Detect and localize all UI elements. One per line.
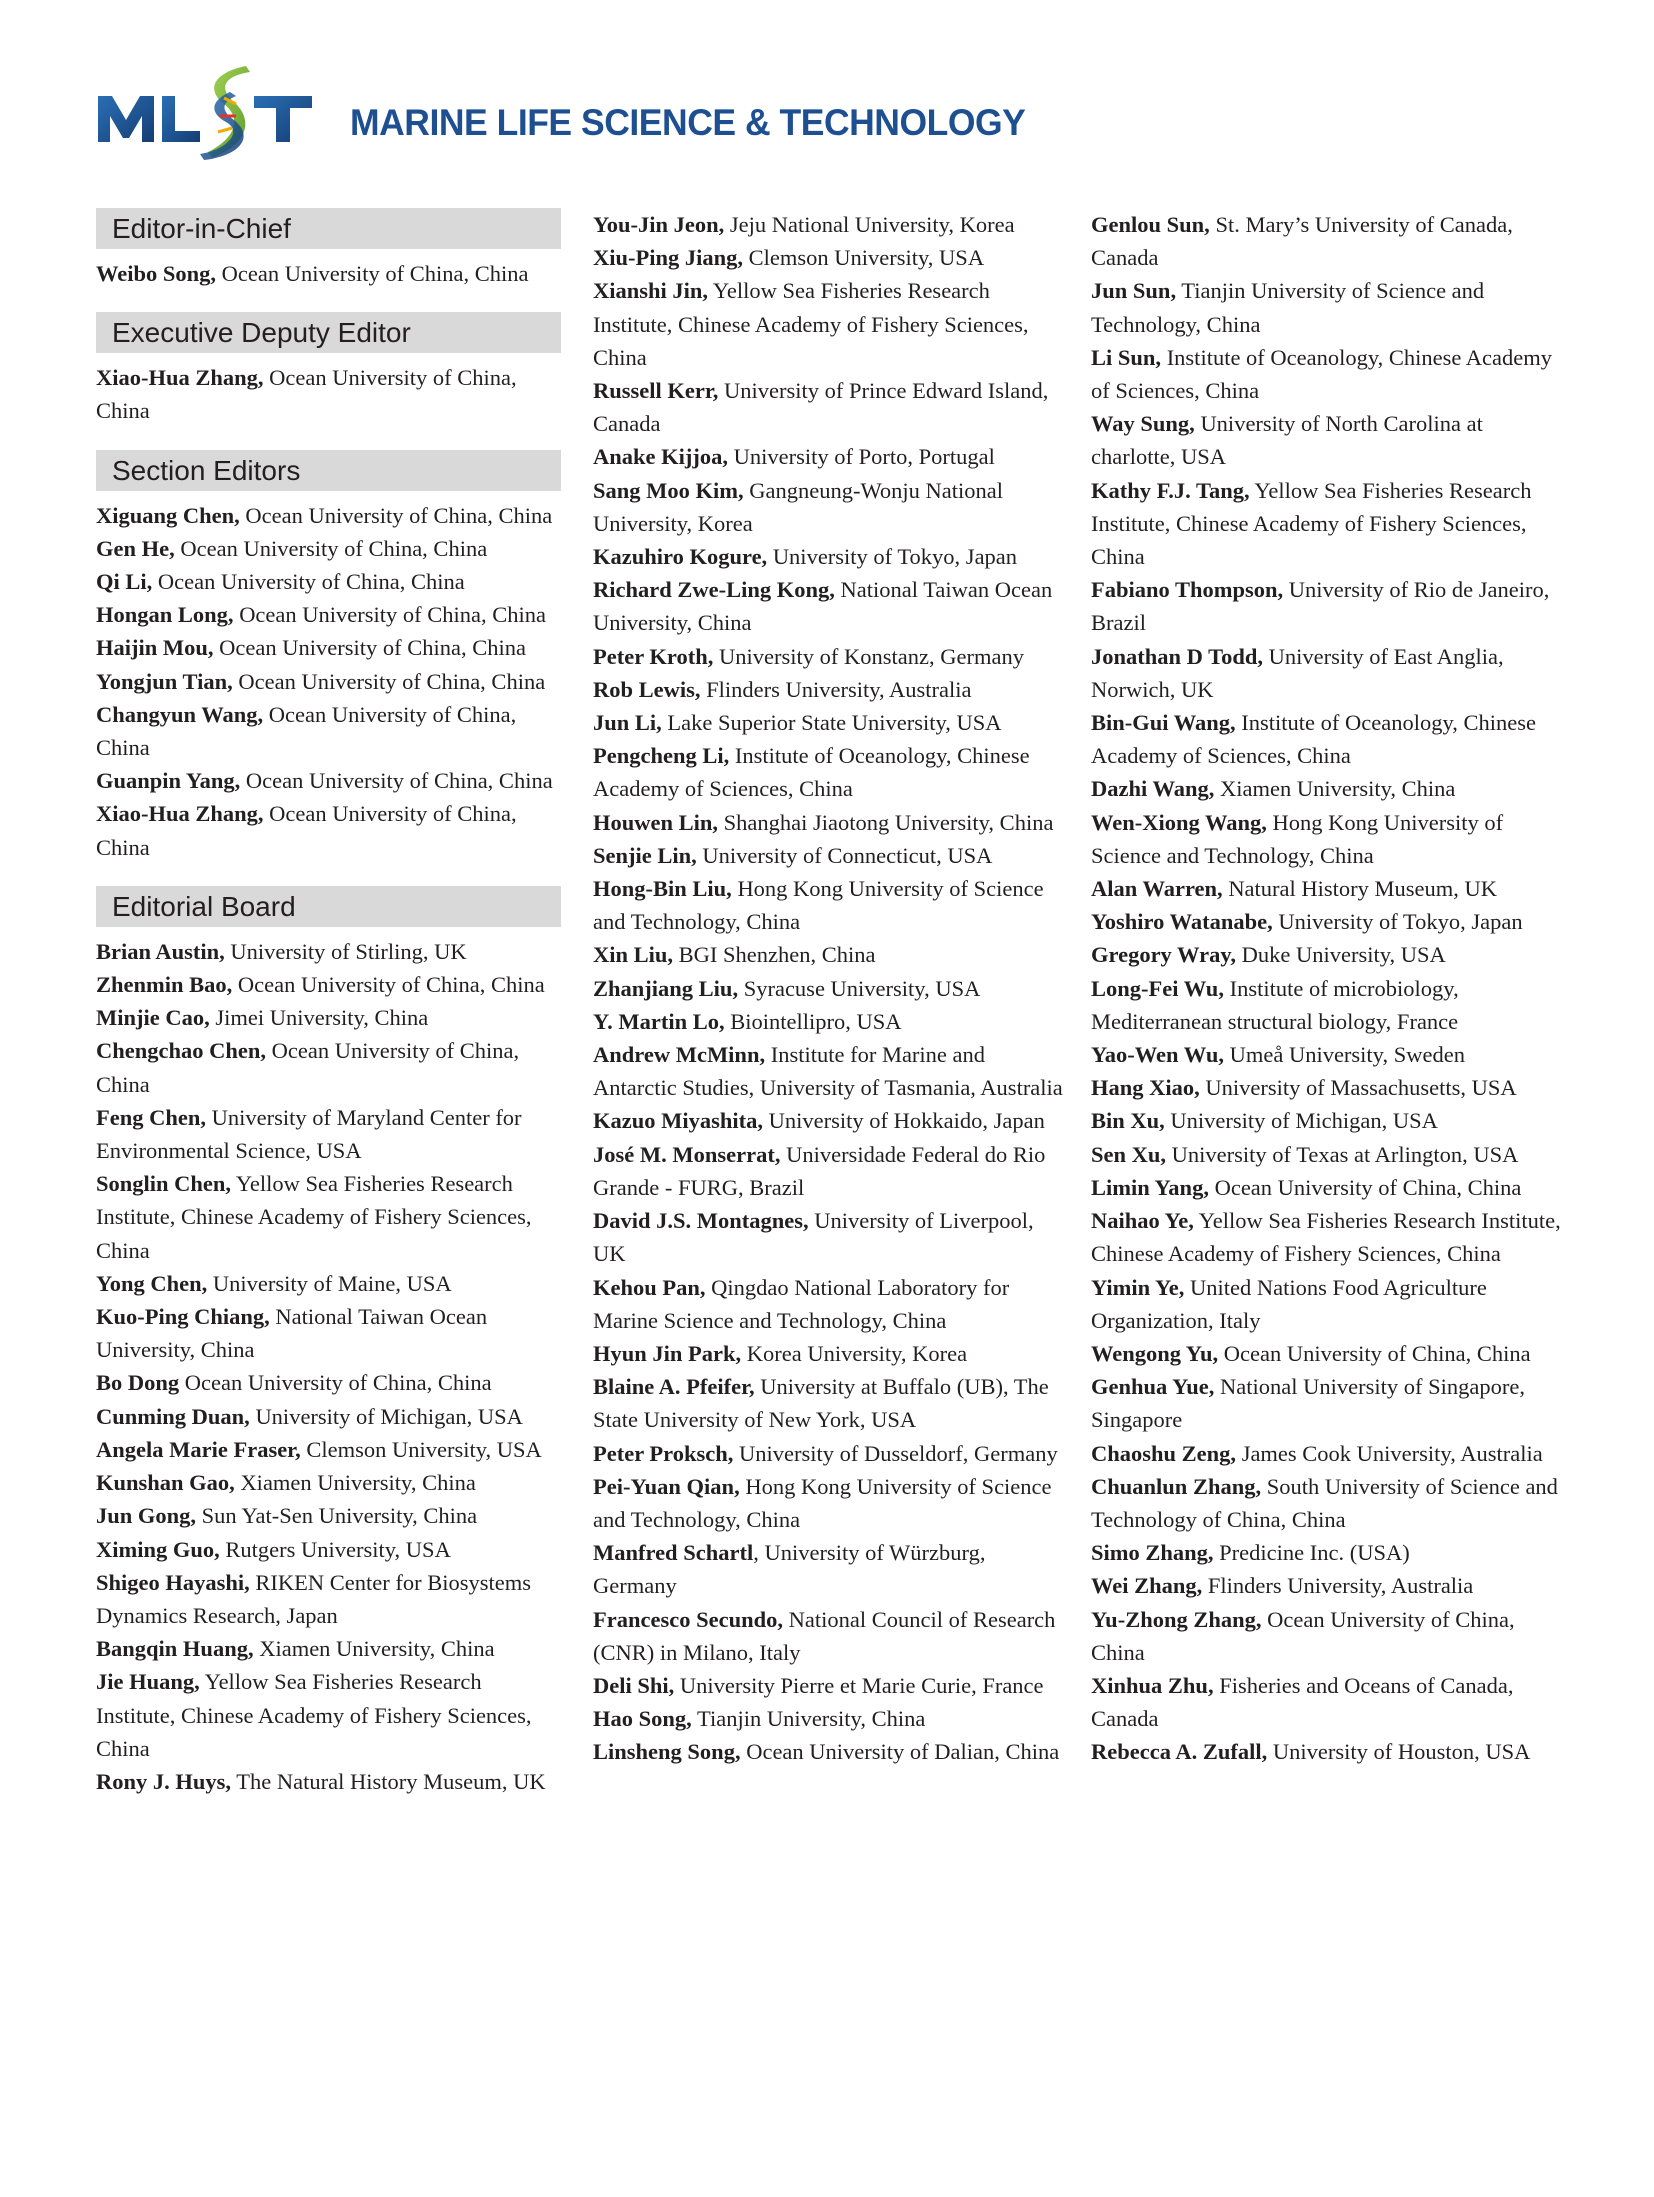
member-entry bbox=[593, 839, 1073, 872]
member-entry bbox=[593, 640, 1073, 673]
member-affiliation: Ocean University of China, China bbox=[213, 635, 526, 661]
member-affiliation: Duke University, USA bbox=[1236, 942, 1446, 968]
member-name: Shigeo Hayashi, bbox=[96, 1569, 250, 1595]
member-name: Minjie Cao, bbox=[96, 1005, 210, 1031]
member-entry bbox=[1091, 640, 1571, 706]
member-affiliation: , University of Würzburg, Germany bbox=[593, 1540, 986, 1599]
member-affiliation: Ocean University of China, China bbox=[232, 972, 545, 998]
member-entry bbox=[1091, 573, 1571, 639]
member-name: Houwen Lin, bbox=[593, 809, 719, 835]
member-affiliation: Ocean University of China, China bbox=[96, 701, 517, 761]
member-entry bbox=[593, 938, 1073, 971]
member-affiliation: Tianjin University, China bbox=[691, 1706, 926, 1732]
member-name: Pei-Yuan Qian, bbox=[593, 1473, 740, 1499]
member-affiliation: The Natural History Museum, UK bbox=[231, 1768, 546, 1794]
member-affiliation: Rutgers University, USA bbox=[219, 1536, 451, 1562]
member-affiliation: Ocean University of China, China bbox=[96, 801, 517, 860]
column-right bbox=[1091, 208, 1571, 1769]
member-entry bbox=[593, 1370, 1073, 1436]
member-affiliation: Clemson University, USA bbox=[300, 1436, 542, 1462]
member-name: Bo Dong bbox=[96, 1370, 180, 1396]
member-affiliation: University of East Anglia, Norwich, UK bbox=[1091, 643, 1504, 702]
section-heading-section-editors: Section Editors bbox=[96, 450, 561, 491]
member-name: Bin Xu, bbox=[1091, 1108, 1165, 1134]
member-entry bbox=[1091, 972, 1571, 1038]
member-name: Xinhua Zhu, bbox=[1091, 1672, 1214, 1698]
member-affiliation: Xiamen University, China bbox=[1214, 776, 1456, 802]
member-affiliation: Sun Yat-Sen University, China bbox=[196, 1503, 478, 1529]
member-name: Genlou Sun, bbox=[1091, 212, 1210, 237]
member-name: Jun Gong, bbox=[96, 1503, 197, 1529]
member-affiliation: University of Stirling, UK bbox=[224, 938, 467, 964]
member-entry bbox=[593, 1038, 1073, 1104]
member-affiliation: Umeå University, Sweden bbox=[1223, 1042, 1465, 1068]
member-affiliation: Shanghai Jiaotong University, China bbox=[718, 809, 1054, 835]
member-name: Brian Austin, bbox=[96, 938, 225, 964]
member-affiliation: University of Michigan, USA bbox=[249, 1403, 523, 1429]
member-name: Kehou Pan, bbox=[593, 1274, 706, 1300]
member-entry bbox=[593, 1138, 1073, 1204]
member-name: Weibo Song, bbox=[96, 261, 217, 286]
member-entry bbox=[96, 1034, 561, 1100]
member-entry bbox=[593, 872, 1073, 938]
member-affiliation: Yellow Sea Fisheries Research Institute, Chinese Academy of Fishery Sciences, China bbox=[1091, 1208, 1561, 1267]
member-name: Linsheng Song, bbox=[593, 1739, 741, 1765]
member-name: Sang Moo Kim, bbox=[593, 477, 744, 503]
member-name: Jonathan D Todd, bbox=[1091, 643, 1263, 669]
member-entry bbox=[96, 1632, 561, 1665]
member-affiliation: James Cook University, Australia bbox=[1236, 1440, 1543, 1466]
member-affiliation: National Council of Research (CNR) in Milano, Italy bbox=[593, 1606, 1056, 1665]
member-affiliation: South University of Science and Technology of China, China bbox=[1091, 1473, 1558, 1532]
member-entry bbox=[96, 1765, 561, 1798]
member-name: Xiu-Ping Jiang, bbox=[593, 245, 744, 271]
member-affiliation: Yellow Sea Fisheries Research Institute, Chinese Academy of Fishery Sciences, China bbox=[96, 1669, 532, 1761]
member-name: Kazuo Miyashita, bbox=[593, 1108, 764, 1134]
member-entry bbox=[593, 374, 1073, 440]
member-name: Yimin Ye, bbox=[1091, 1274, 1185, 1300]
member-name: Blaine A. Pfeifer, bbox=[593, 1374, 755, 1400]
member-affiliation: University of Houston, USA bbox=[1267, 1739, 1531, 1765]
member-entry bbox=[96, 1101, 561, 1167]
member-name: Changyun Wang, bbox=[96, 701, 264, 727]
member-entry bbox=[1091, 1104, 1571, 1137]
member-affiliation: Qingdao National Laboratory for Marine Science and Technology, China bbox=[593, 1274, 1010, 1333]
member-name: Bangqin Huang, bbox=[96, 1636, 254, 1662]
member-affiliation: University of Massachusetts, USA bbox=[1199, 1075, 1517, 1101]
member-name: Rob Lewis, bbox=[593, 676, 701, 702]
member-affiliation: Ocean University of China, China bbox=[216, 261, 529, 286]
member-name: Yu-Zhong Zhang, bbox=[1091, 1606, 1262, 1632]
member-name: Pengcheng Li, bbox=[593, 743, 730, 769]
member-affiliation: Hong Kong University of Science and Technology, China bbox=[593, 1473, 1052, 1532]
member-name: Xiao-Hua Zhang, bbox=[96, 801, 264, 827]
member-name: Chaoshu Zeng, bbox=[1091, 1440, 1237, 1466]
member-entry bbox=[1091, 1669, 1571, 1735]
member-name: Hyun Jin Park, bbox=[593, 1340, 742, 1366]
member-affiliation: Hong Kong University of Science and Technology, China bbox=[593, 876, 1044, 935]
member-name: Deli Shi, bbox=[593, 1672, 675, 1698]
member-name: Qi Li, bbox=[96, 569, 153, 595]
section-heading-editorial-board: Editorial Board bbox=[96, 886, 561, 927]
member-entry bbox=[96, 361, 561, 427]
member-entry bbox=[1091, 1437, 1571, 1470]
member-name: Hongan Long, bbox=[96, 602, 234, 628]
member-name: Kunshan Gao, bbox=[96, 1470, 235, 1496]
member-affiliation: Ocean University of China, China bbox=[96, 1038, 520, 1097]
member-affiliation: Korea University, Korea bbox=[741, 1340, 968, 1366]
member-affiliation: Ocean University of China, China bbox=[1208, 1174, 1522, 1200]
member-affiliation: Universidade Federal do Rio Grande - FURG, Brazil bbox=[593, 1141, 1046, 1200]
member-entry bbox=[593, 274, 1073, 374]
member-entry bbox=[1091, 1271, 1571, 1337]
column-middle bbox=[593, 208, 1073, 1769]
member-affiliation: Ocean University of China, China bbox=[240, 768, 553, 794]
member-name: Feng Chen, bbox=[96, 1104, 207, 1130]
member-entry bbox=[1091, 1038, 1571, 1071]
member-entry bbox=[96, 499, 561, 532]
member-affiliation: Flinders University, Australia bbox=[700, 676, 972, 702]
member-name: Xianshi Jin, bbox=[593, 278, 709, 304]
member-affiliation: Yellow Sea Fisheries Research Institute, Chinese Academy of Fishery Sciences, China bbox=[593, 278, 1029, 370]
member-name: Xiguang Chen, bbox=[96, 502, 240, 528]
member-entry bbox=[1091, 706, 1571, 772]
member-entry bbox=[96, 1366, 561, 1399]
member-affiliation: Institute of microbiology, Mediterranean structural biology, France bbox=[1091, 975, 1459, 1034]
member-entry bbox=[1091, 1138, 1571, 1171]
member-name: Kazuhiro Kogure, bbox=[593, 544, 768, 570]
member-name: Genhua Yue, bbox=[1091, 1374, 1215, 1400]
member-name: Xin Liu, bbox=[593, 942, 674, 968]
member-name: Angela Marie Fraser, bbox=[96, 1436, 301, 1462]
member-name: Richard Zwe-Ling Kong, bbox=[593, 577, 835, 603]
section-editors-list bbox=[96, 499, 561, 864]
member-affiliation: University of Maine, USA bbox=[207, 1270, 452, 1296]
member-name: Alan Warren, bbox=[1091, 876, 1223, 902]
member-affiliation: Jimei University, China bbox=[209, 1005, 429, 1031]
member-affiliation: University of Prince Edward Island, Canada bbox=[593, 378, 1049, 437]
member-name: Jun Li, bbox=[593, 710, 662, 736]
member-name: Zhanjiang Liu, bbox=[593, 975, 739, 1001]
member-entry bbox=[593, 440, 1073, 473]
member-affiliation: Natural History Museum, UK bbox=[1222, 876, 1498, 902]
member-name: Dazhi Wang, bbox=[1091, 776, 1215, 802]
member-entry bbox=[593, 1005, 1073, 1038]
member-affiliation: RIKEN Center for Biosystems Dynamics Research, Japan bbox=[96, 1569, 532, 1628]
member-name: David J.S. Montagnes, bbox=[593, 1208, 809, 1234]
member-affiliation: National University of Singapore, Singapore bbox=[1091, 1374, 1525, 1433]
member-name: Peter Kroth, bbox=[593, 643, 714, 669]
member-affiliation: University of North Carolina at charlotte, USA bbox=[1091, 411, 1483, 470]
editor-in-chief-list bbox=[96, 257, 561, 290]
member-name: Andrew McMinn, bbox=[593, 1042, 766, 1068]
member-entry bbox=[1091, 1536, 1571, 1569]
member-affiliation: Lake Superior State University, USA bbox=[661, 710, 1002, 736]
member-affiliation: Ocean University of China, China bbox=[232, 668, 546, 694]
member-affiliation: Ocean University of China, China bbox=[174, 535, 488, 561]
member-entry bbox=[96, 1433, 561, 1466]
member-entry bbox=[593, 474, 1073, 540]
member-entry bbox=[1091, 208, 1571, 274]
page-header bbox=[96, 58, 1096, 168]
member-affiliation: University of Tokyo, Japan bbox=[767, 544, 1018, 570]
member-entry bbox=[96, 1001, 561, 1034]
member-name: Yoshiro Watanabe, bbox=[1091, 909, 1273, 935]
member-name: You-Jin Jeon, bbox=[593, 212, 725, 237]
member-entry bbox=[96, 1665, 561, 1765]
member-name: Kuo-Ping Chiang, bbox=[96, 1304, 270, 1330]
member-name: Senjie Lin, bbox=[593, 842, 697, 868]
member-affiliation: University of Hokkaido, Japan bbox=[763, 1108, 1045, 1134]
member-entry bbox=[1091, 341, 1571, 407]
member-entry bbox=[593, 1337, 1073, 1370]
member-affiliation: Jeju National University, Korea bbox=[724, 212, 1015, 237]
member-name: Gregory Wray, bbox=[1091, 942, 1236, 968]
member-name: Cunming Duan, bbox=[96, 1403, 250, 1429]
member-entry bbox=[96, 1400, 561, 1433]
member-affiliation: Institute of Oceanology, Chinese Academy of Sciences, China bbox=[593, 743, 1030, 802]
member-entry bbox=[593, 1603, 1073, 1669]
member-name: Way Sung, bbox=[1091, 411, 1195, 437]
member-name: Kathy F.J. Tang, bbox=[1091, 477, 1250, 503]
column-left bbox=[96, 208, 561, 1798]
member-entry bbox=[96, 1533, 561, 1566]
member-affiliation: Ocean University of China, China bbox=[152, 569, 465, 595]
member-affiliation: Predicine Inc. (USA) bbox=[1213, 1540, 1410, 1566]
member-entry bbox=[96, 598, 561, 631]
member-affiliation: Ocean University of China, China bbox=[239, 502, 553, 528]
member-entry bbox=[593, 1735, 1073, 1768]
member-entry bbox=[593, 739, 1073, 805]
member-affiliation: University of Tokyo, Japan bbox=[1272, 909, 1523, 935]
member-name: Bin-Gui Wang, bbox=[1091, 710, 1236, 736]
member-entry bbox=[593, 806, 1073, 839]
member-name: Hong-Bin Liu, bbox=[593, 876, 732, 902]
member-name: Long-Fei Wu, bbox=[1091, 975, 1224, 1001]
member-affiliation: Flinders University, Australia bbox=[1202, 1573, 1474, 1599]
member-entry bbox=[593, 1437, 1073, 1470]
member-name: Fabiano Thompson, bbox=[1091, 577, 1284, 603]
member-affiliation: Clemson University, USA bbox=[743, 245, 985, 271]
member-name: Jie Huang, bbox=[96, 1669, 200, 1695]
member-entry bbox=[1091, 1370, 1571, 1436]
section-heading-executive-deputy-editor: Executive Deputy Editor bbox=[96, 312, 561, 353]
member-affiliation: University at Buffalo (UB), The State University of New York, USA bbox=[593, 1374, 1049, 1433]
mlst-logo bbox=[96, 58, 316, 168]
member-name: Jun Sun, bbox=[1091, 278, 1177, 304]
member-affiliation: Ocean University of China, China bbox=[96, 365, 517, 424]
member-affiliation: Ocean University of China, China bbox=[179, 1370, 492, 1396]
member-name: Wen-Xiong Wang, bbox=[1091, 809, 1267, 835]
member-name: José M. Monserrat, bbox=[593, 1141, 781, 1167]
member-entry bbox=[593, 1702, 1073, 1735]
member-entry bbox=[96, 1566, 561, 1632]
member-affiliation: University of Texas at Arlington, USA bbox=[1166, 1141, 1519, 1167]
member-affiliation: University of Maryland Center for Environmental Science, USA bbox=[96, 1104, 522, 1164]
member-entry bbox=[1091, 772, 1571, 805]
member-affiliation: Gangneung-Wonju National University, Korea bbox=[593, 477, 1004, 536]
member-entry bbox=[96, 665, 561, 698]
member-affiliation: Ocean University of China, China bbox=[233, 602, 546, 628]
member-affiliation: Yellow Sea Fisheries Research Institute, Chinese Academy of Fishery Sciences, China bbox=[1091, 477, 1532, 570]
member-entry bbox=[1091, 1337, 1571, 1370]
member-affiliation: Xiamen University, China bbox=[253, 1636, 495, 1662]
member-entry bbox=[1091, 1735, 1571, 1768]
journal-title: MARINE LIFE SCIENCE & TECHNOLOGY bbox=[350, 102, 1026, 143]
member-name: Russell Kerr, bbox=[593, 378, 719, 404]
member-entry bbox=[96, 565, 561, 598]
member-affiliation: University Pierre et Marie Curie, France bbox=[674, 1672, 1044, 1698]
member-entry bbox=[96, 1167, 561, 1267]
member-affiliation: National Taiwan Ocean University, China bbox=[593, 577, 1053, 636]
member-entry bbox=[1091, 1204, 1571, 1270]
member-name: Rony J. Huys, bbox=[96, 1768, 232, 1794]
member-entry bbox=[1091, 1470, 1571, 1536]
editorial-board-list-col1 bbox=[96, 935, 561, 1798]
member-affiliation: Syracuse University, USA bbox=[738, 975, 981, 1001]
member-name: Xiao-Hua Zhang, bbox=[96, 365, 264, 391]
member-entry bbox=[593, 1470, 1073, 1536]
member-entry bbox=[1091, 474, 1571, 574]
member-name: Haijin Mou, bbox=[96, 635, 214, 661]
member-name: Chuanlun Zhang, bbox=[1091, 1473, 1262, 1499]
member-name: Ximing Guo, bbox=[96, 1536, 220, 1562]
member-affiliation: University of Dusseldorf, Germany bbox=[733, 1440, 1058, 1466]
member-entry bbox=[1091, 1171, 1571, 1204]
member-affiliation: University of Konstanz, Germany bbox=[713, 643, 1024, 669]
member-entry bbox=[96, 1267, 561, 1300]
member-name: Gen He, bbox=[96, 535, 175, 561]
member-name: Guanpin Yang, bbox=[96, 768, 241, 794]
member-entry bbox=[96, 797, 561, 863]
member-entry bbox=[593, 540, 1073, 573]
member-entry bbox=[96, 968, 561, 1001]
member-name: Chengchao Chen, bbox=[96, 1038, 267, 1064]
member-affiliation: Institute for Marine and Antarctic Studies, University of Tasmania, Australia bbox=[593, 1042, 1063, 1101]
member-name: Yong Chen, bbox=[96, 1270, 208, 1296]
member-name: Zhenmin Bao, bbox=[96, 972, 233, 998]
member-entry bbox=[593, 972, 1073, 1005]
member-entry bbox=[593, 1104, 1073, 1137]
member-entry bbox=[1091, 1603, 1571, 1669]
member-entry bbox=[593, 1271, 1073, 1337]
member-entry bbox=[96, 1466, 561, 1499]
member-affiliation: Ocean University of China, China bbox=[1218, 1340, 1531, 1366]
member-affiliation: Fisheries and Oceans of Canada, Canada bbox=[1091, 1672, 1514, 1732]
member-name: Wei Zhang, bbox=[1091, 1573, 1203, 1599]
member-name: Songlin Chen, bbox=[96, 1171, 232, 1197]
member-name: Yongjun Tian, bbox=[96, 668, 233, 694]
member-entry bbox=[96, 257, 561, 290]
executive-deputy-editor-list bbox=[96, 361, 561, 427]
member-entry bbox=[1091, 905, 1571, 938]
member-name: Wengong Yu, bbox=[1091, 1340, 1219, 1366]
member-entry bbox=[96, 1300, 561, 1366]
member-affiliation: Biointellipro, USA bbox=[724, 1008, 902, 1034]
member-affiliation: Institute of Oceanology, Chinese Academy of Sciences, China bbox=[1091, 710, 1537, 769]
member-entry bbox=[96, 631, 561, 664]
member-entry bbox=[593, 208, 1073, 241]
member-name: Anake Kijjoa, bbox=[593, 444, 728, 470]
member-name: Naihao Ye, bbox=[1091, 1208, 1194, 1234]
member-name: Simo Zhang, bbox=[1091, 1540, 1214, 1566]
member-entry bbox=[1091, 1569, 1571, 1602]
member-entry bbox=[593, 1669, 1073, 1702]
member-entry bbox=[96, 532, 561, 565]
member-entry bbox=[96, 935, 561, 968]
member-entry bbox=[1091, 872, 1571, 905]
member-entry bbox=[1091, 806, 1571, 872]
member-affiliation: University of Liverpool, UK bbox=[593, 1208, 1034, 1267]
member-name: Yao-Wen Wu, bbox=[1091, 1042, 1224, 1068]
member-affiliation: Institute of Oceanology, Chinese Academy of Sciences, China bbox=[1091, 344, 1552, 404]
member-name: Manfred Schartl bbox=[593, 1540, 754, 1566]
member-entry bbox=[96, 1499, 561, 1532]
member-affiliation: National Taiwan Ocean University, China bbox=[96, 1304, 488, 1363]
member-affiliation: Hong Kong University of Science and Technology, China bbox=[1091, 809, 1504, 868]
member-entry bbox=[1091, 1071, 1571, 1104]
member-name: Limin Yang, bbox=[1091, 1174, 1209, 1200]
member-affiliation: University of Rio de Janeiro, Brazil bbox=[1091, 577, 1550, 636]
member-entry bbox=[593, 1204, 1073, 1270]
member-name: Li Sun, bbox=[1091, 344, 1162, 370]
member-affiliation: United Nations Food Agriculture Organization, Italy bbox=[1091, 1274, 1487, 1333]
member-entry bbox=[96, 764, 561, 797]
member-entry bbox=[96, 698, 561, 764]
member-affiliation: BGI Shenzhen, China bbox=[673, 942, 876, 968]
member-affiliation: Xiamen University, China bbox=[234, 1470, 476, 1496]
member-entry bbox=[593, 573, 1073, 639]
member-name: Hao Song, bbox=[593, 1706, 692, 1732]
member-affiliation: University of Michigan, USA bbox=[1164, 1108, 1438, 1134]
member-entry bbox=[593, 706, 1073, 739]
editorial-board-list-col3 bbox=[1091, 208, 1571, 1769]
member-entry bbox=[1091, 938, 1571, 971]
member-entry bbox=[1091, 407, 1571, 473]
member-affiliation: University of Connecticut, USA bbox=[696, 842, 993, 868]
member-entry bbox=[593, 1536, 1073, 1602]
member-affiliation: Ocean University of China, China bbox=[1091, 1606, 1515, 1665]
member-affiliation: University of Porto, Portugal bbox=[728, 444, 995, 470]
section-heading-editor-in-chief: Editor-in-Chief bbox=[96, 208, 561, 249]
member-entry bbox=[593, 673, 1073, 706]
member-affiliation: Tianjin University of Science and Technology, China bbox=[1091, 278, 1485, 337]
member-name: Francesco Secundo, bbox=[593, 1606, 783, 1632]
member-name: Sen Xu, bbox=[1091, 1141, 1167, 1167]
member-name: Y. Martin Lo, bbox=[593, 1008, 725, 1034]
member-affiliation: Ocean University of Dalian, China bbox=[740, 1739, 1060, 1765]
member-affiliation: St. Mary’s University of Canada, Canada bbox=[1091, 212, 1513, 271]
member-name: Peter Proksch, bbox=[593, 1440, 734, 1466]
member-name: Rebecca A. Zufall, bbox=[1091, 1739, 1268, 1765]
editorial-board-list-col2 bbox=[593, 208, 1073, 1769]
member-name: Hang Xiao, bbox=[1091, 1075, 1200, 1101]
member-entry bbox=[1091, 274, 1571, 340]
member-entry bbox=[593, 241, 1073, 274]
member-affiliation: Yellow Sea Fisheries Research Institute, Chinese Academy of Fishery Sciences, China bbox=[96, 1171, 532, 1263]
